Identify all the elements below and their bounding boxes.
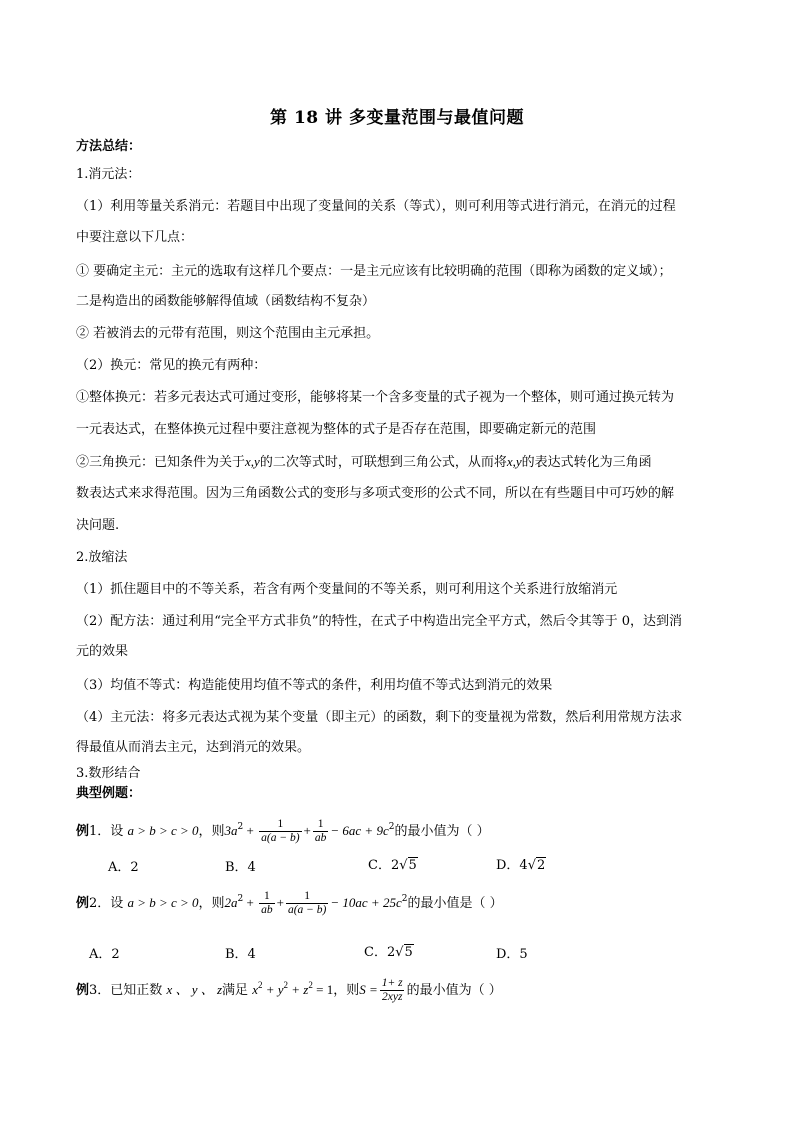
numerator: 1+ z: [381, 977, 403, 989]
exponent: 2: [237, 822, 244, 832]
example-number: 1．设: [89, 824, 124, 839]
exponent: 2: [388, 822, 395, 832]
option-a: A．2: [89, 947, 120, 962]
term: − 6ac + 9c: [330, 823, 389, 838]
fraction: [259, 890, 275, 917]
numerator: 1: [317, 818, 324, 830]
text-fragment: 的表达式转化为三角函: [521, 455, 652, 470]
example-label: 例: [76, 824, 90, 839]
exponent: 2: [237, 894, 244, 904]
text-line: ② 若被消去的元带有范围，则这个范围由主元承担。: [76, 326, 380, 341]
denominator: ab: [314, 832, 327, 844]
radicand: 5: [404, 945, 413, 960]
option-a: A．2: [108, 860, 139, 875]
question-ask: 的最小值为（ ）: [406, 983, 502, 998]
text-line: （4）主元法：将多元表达式视为某个变量（即主元）的函数，剩下的变量视为常数，然后利用常规方法求: [76, 710, 683, 725]
sqrt-radical: √2: [527, 858, 546, 873]
equation-rhs: = 1: [312, 982, 334, 997]
fraction: [313, 818, 329, 845]
variables: x 、 y 、 z: [166, 982, 223, 997]
text-line: （3）均值不等式：构造能使用均值不等式的条件，利用均值不等式达到消元的效果: [76, 678, 553, 693]
text-fragment: 满足: [222, 983, 249, 998]
text-fragment: ②三角换元：已知条件为关于: [76, 455, 246, 470]
math-variables: x,y: [245, 454, 260, 469]
option-label: D．4: [496, 858, 528, 873]
text-fragment: ，则: [198, 824, 225, 839]
numerator: 1: [264, 890, 270, 902]
denominator: 2xyz: [381, 991, 403, 1003]
option-label: C．2: [364, 945, 396, 960]
examples-heading: 典型例题：: [76, 786, 142, 801]
text-line: 二是构造出的函数能够解得值域（函数结构不复杂）: [76, 294, 376, 309]
term: 3a: [224, 823, 238, 838]
example-label: 例: [76, 896, 90, 911]
text-line: （1）利用等量关系消元：若题目中出现了变量间的关系（等式），则可利用等式进行消元，在消元的过程: [76, 199, 676, 214]
option-d: [496, 854, 546, 873]
page-title: 第 18 讲 多变量范围与最值问题: [270, 108, 524, 128]
text-line: （2）配方法：通过利用“完全平方式非负”的特性，在式子中构造出完全平方式，然后令其等于 0，达到消: [76, 614, 682, 629]
term: − 10ac + 25c: [330, 895, 402, 910]
example-number: 2．设: [89, 896, 124, 911]
text-fragment: 的二次等式时，可联想到三角公式，从而将: [259, 455, 507, 470]
text-line: （2）换元：常见的换元有两种：: [76, 358, 267, 373]
option-c: [364, 941, 414, 960]
text-line: 3.数形结合: [76, 766, 141, 781]
example-number: 3．已知正数: [89, 983, 163, 998]
method-heading: 方法总结：: [76, 139, 142, 154]
example-1-question: 例1．设 a > b > c > 0，则$3a^2$ + $\frac{1}{a(a - b)}$ + $\frac{1}{ab}$ − $6ac + 9c^2$的最小值为（ ）: [76, 818, 490, 844]
text-line: 2.放缩法: [76, 550, 128, 565]
text-fragment: ，则: [198, 896, 225, 911]
text-line: 数表达式来求得范围。因为三角函数公式的变形与多项式变形的公式不同，所以在有些题目中可巧妙的解: [76, 486, 675, 501]
question-ask: 的最小值是（ ）: [407, 896, 503, 911]
denominator: a(a − b): [287, 904, 327, 916]
equation: $x^2 + y^2 + z^2 = 1$: [252, 980, 334, 997]
fraction: [259, 818, 301, 845]
option-c: [368, 854, 418, 873]
fraction: [286, 890, 328, 917]
math-variables: x,y: [506, 454, 522, 469]
s-symbol: S =: [359, 982, 378, 997]
numerator: 1: [277, 818, 284, 830]
option-b: B．4: [225, 947, 256, 962]
exponent: 2: [283, 980, 289, 990]
sqrt-radical: √5: [399, 858, 417, 873]
option-b: B．4: [225, 860, 256, 875]
condition: a > b > c > 0: [127, 895, 199, 910]
text-line: ① 要确定主元：主元的选取有这样几个要点：一是主元应该有比较明确的范围（即称为函数的定义域）；: [76, 264, 672, 279]
text-line: 得最值从而消去主元，达到消元的效果。: [76, 740, 311, 755]
text-line: 决问题.: [76, 518, 120, 533]
text-line: 1.消元法：: [76, 167, 141, 182]
text-line: 元的效果: [76, 644, 129, 659]
denominator: ab: [261, 904, 273, 916]
numerator: 1: [304, 890, 311, 902]
example-label: 例: [76, 983, 90, 998]
text-line: [76, 452, 652, 473]
option-label: C．2: [368, 858, 400, 873]
denominator: a(a − b): [261, 832, 300, 844]
text-line: ①整体换元：若多元表达式可通过变形，能够将某一个含多变量的式子视为一个整体，则可通过换元转为: [76, 390, 675, 405]
example-3-question: [76, 970, 502, 1006]
text-fragment: ，则: [333, 983, 360, 998]
condition: a > b > c > 0: [127, 823, 199, 838]
text-line: （1）抓住题目中的不等关系，若含有两个变量间的不等关系，则可利用这个关系进行放缩消元: [76, 582, 618, 597]
term: 2a: [224, 895, 238, 910]
radicand: 2: [537, 858, 546, 873]
sqrt-radical: √5: [395, 945, 413, 960]
exponent: 2: [308, 980, 313, 990]
question-ask: 的最小值为（ ）: [394, 824, 490, 839]
example-2-question: 例2．设 a > b > c > 0，则$2a^2$ + $\frac{1}{ab}$ + $\frac{1}{a(a - b)}$ − $10ac + 25c^2$的最小值是（ ）: [76, 890, 503, 916]
text-line: 一元表达式，在整体换元过程中要注意视为整体的式子是否存在范围，即要确定新元的范围: [76, 422, 597, 437]
option-d: D．5: [496, 947, 528, 962]
exponent: 2: [401, 894, 408, 904]
fraction: [380, 977, 405, 1004]
exponent: 2: [257, 980, 263, 990]
radicand: 5: [408, 858, 417, 873]
text-line: 中要注意以下几点：: [76, 230, 194, 245]
